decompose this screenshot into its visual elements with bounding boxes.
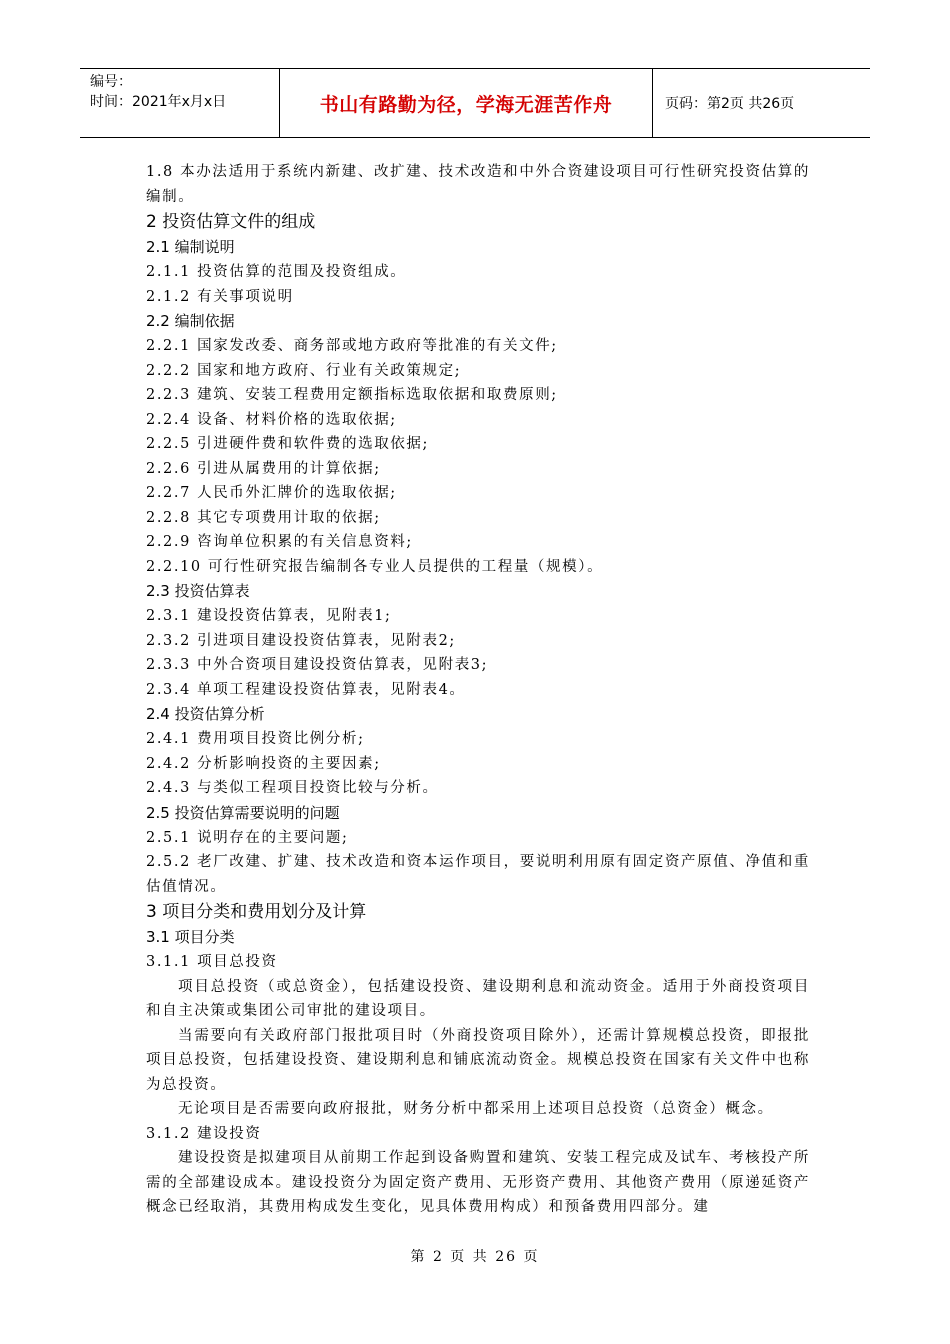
body-line: 2.5.1 说明存在的主要问题; [146,829,349,846]
paragraph: 建设投资是拟建项目从前期工作起到设备购置和建筑、安装工程完成及试车、考核投产所需的全部建设成本。建设投资分为固定资产费用、无形资产费用、其他资产费用（原递延资产概念已经取消，其费用构成发生变化，见具体费用构成）和预备费用四部分。建 [146,1150,810,1215]
body-line: 2.2.4 设备、材料价格的选取依据; [146,411,397,428]
date-label: 时间：2021年x月x日 [90,94,227,110]
section-heading: 2 投资估算文件的组成 [146,212,316,232]
body-line: 2.1.1 投资估算的范围及投资组成。 [146,264,407,280]
body-line: 2.2.7 人民币外汇牌价的选取依据; [146,485,397,501]
body-line: 3.1.1 项目总投资 [146,954,278,970]
body-line: 2.2.9 咨询单位积累的有关信息资料; [146,534,413,550]
body-line: 2.3.2 引进项目建设投资估算表，见附表2; [146,632,456,649]
body-line: 2.2.5 引进硬件费和软件费的选取依据; [146,436,429,452]
body-line: 3.1.2 建设投资 [146,1125,262,1142]
body-line: 2.4.3 与类似工程项目投资比较与分析。 [146,780,439,796]
section-heading: 3 项目分类和费用划分及计算 [146,902,367,922]
body-line: 2.2.1 国家发改委、商务部或地方政府等批准的有关文件; [146,338,558,354]
paragraph: 当需要向有关政府部门报批项目时（外商投资项目除外），还需计算规模总投资，即报批项目总投资，包括建设投资、建设期利息和铺底流动资金。规模总投资在国家有关文件中也称为总投资。 [146,1027,810,1093]
body-line: 2.1.2 有关事项说明 [146,288,294,305]
body-line: 2.4.2 分析影响投资的主要因素; [146,755,381,772]
body-line: 2.2.10 可行性研究报告编制各专业人员提供的工程量（规模）。 [146,558,604,575]
paragraph: 1.8 本办法适用于系统内新建、改扩建、技术改造和中外合资建设项目可行性研究投资估算的编制。 [146,164,810,205]
subsection-heading: 2.1 编制说明 [146,238,235,256]
paragraph: 无论项目是否需要向政府报批，财务分析中都采用上述项目总投资（总资金）概念。 [178,1101,774,1117]
body-line: 2.2.3 建筑、安装工程费用定额指标选取依据和取费原则; [146,387,558,403]
code-label: 编号： [90,74,132,90]
paragraph: 2.5.2 老厂改建、扩建、技术改造和资本运作项目，要说明利用原有固定资产原值、净值和重估值情况。 [146,854,810,895]
header-left-cell [80,69,280,137]
subsection-heading: 3.1 项目分类 [146,928,235,946]
body-line: 2.2.8 其它专项费用计取的依据; [146,509,381,526]
body-line: 2.3.1 建设投资估算表，见附表1; [146,608,392,624]
subsection-heading: 2.2 编制依据 [146,312,235,330]
body-line: 2.2.2 国家和地方政府、行业有关政策规定; [146,362,462,379]
subsection-heading: 2.3 投资估算表 [146,582,250,600]
subsection-heading: 2.5 投资估算需要说明的问题 [146,803,340,822]
body-line: 2.3.4 单项工程建设投资估算表，见附表4。 [146,681,466,698]
motto: 书山有路勤为径，学海无涯苦作舟 [280,69,653,137]
body-line: 2.2.6 引进从属费用的计算依据; [146,460,381,477]
page-footer: 第 2 页 共 26 页 [410,1249,540,1265]
document-body [146,160,810,1220]
paragraph: 项目总投资（或总资金），包括建设投资、建设期利息和流动资金。适用于外商投资项目和自主决策或集团公司审批的建设项目。 [146,978,810,1019]
body-line: 2.4.1 费用项目投资比例分析; [146,731,365,747]
subsection-heading: 2.4 投资估算分析 [146,705,265,723]
body-line: 2.3.3 中外合资项目建设投资估算表，见附表3; [146,657,489,673]
page-label: 页码：第2页 共26页 [665,96,795,112]
header-table [80,68,870,138]
